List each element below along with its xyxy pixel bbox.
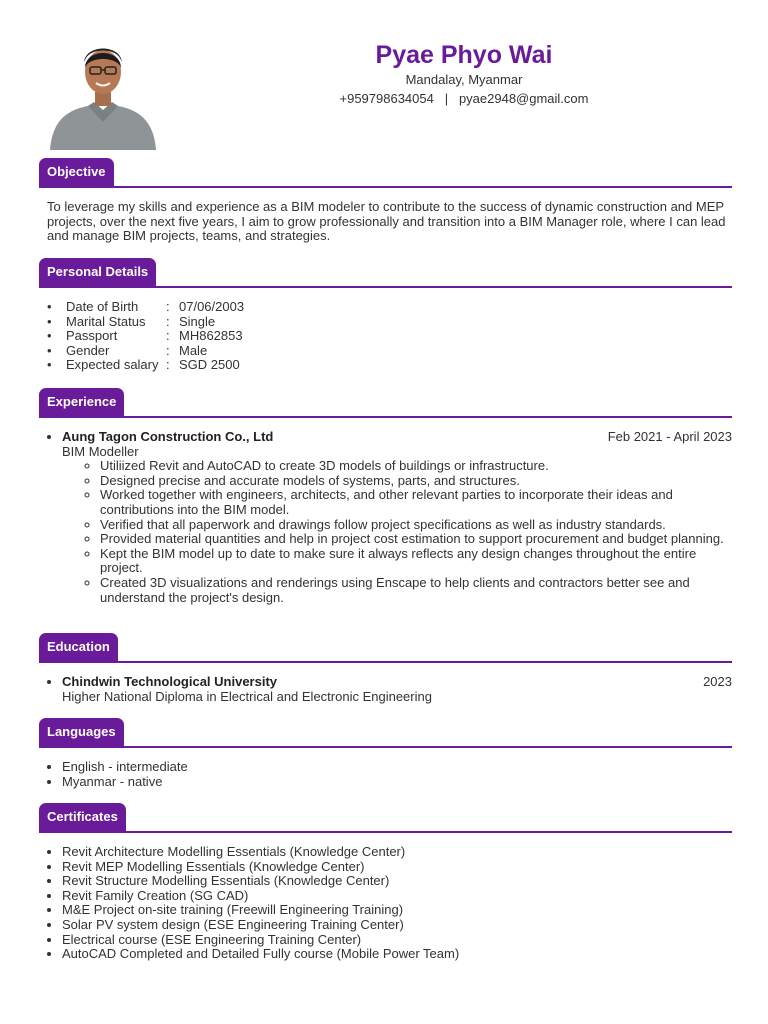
education-body [39,675,732,704]
experience-body [39,430,732,605]
detail-value: SGD 2500 [179,357,240,373]
email: pyae2948@gmail.com [458,91,589,106]
languages-header [39,718,732,748]
section-divider [39,286,732,288]
list-item: ◦ Verified that all paperwork and drawings follow project specifications as well as industry standards. [100,518,732,533]
education-section [39,633,732,704]
detail-colon: : [166,299,170,314]
person-photo-icon [48,38,158,150]
section-title: Experience [39,388,124,418]
detail-value: 07/06/2003 [179,299,245,314]
section-title: Languages [39,718,124,748]
section-title: Objective [39,158,114,188]
detail-label: Expected salary [66,357,159,373]
graduation-year: 2023 [703,674,732,689]
list-item: • Myanmar - native [62,775,732,790]
degree: Higher National Diploma in Electrical and Electronic Engineering [62,688,432,704]
company-name: • Aung Tagon Construction Co., Ltd [62,429,274,444]
languages-section [39,718,732,789]
list-item: ◦ Provided material quantities and help in project cost estimation to support procurement and budget planning. [100,532,732,547]
list-item: • Electrical course (ESE Engineering Training Center) [62,933,732,948]
detail-colon: : [166,342,170,358]
detail-label: Marital Status [66,313,146,329]
list-item: • Revit Structure Modelling Essentials (Knowledge Center) [62,874,732,889]
section-title: Education [39,633,118,663]
detail-value: Male [179,342,208,358]
list-item: • Revit MEP Modelling Essentials (Knowledge Center) [62,860,732,875]
education-header [39,633,732,663]
section-title: Certificates [39,803,126,833]
list-item: • Solar PV system design (ESE Engineering Training Center) [62,918,732,933]
section-divider [39,416,732,418]
list-item [47,300,732,315]
personal-details-list [39,300,732,373]
list-item [47,344,732,359]
list-item: ◦ Created 3D visualizations and renderings using Enscape to help clients and contractors better see and understand the project's design. [100,576,732,605]
detail-colon: : [166,313,170,329]
certificates-section [39,803,732,962]
list-item: ◦ Kept the BIM model up to date to make sure it always reflects any design changes throughout the entire project. [100,547,732,576]
detail-label: Date of Birth [66,299,139,314]
detail-value: Single [179,313,216,329]
detail-label: Passport [66,328,118,344]
personal-details-header [39,258,732,288]
objective-text: To leverage my skills and experience as a BIM modeler to contribute to the success of dynamic construction and MEP projects, over the next five years, I aim to grow professionally and transition into a BIM Manager role, where I can lead and manage BIM projects, teams, and strategies. [47,199,726,244]
experience-section [39,388,732,605]
languages-list [39,760,732,789]
contact-line [160,89,768,108]
certificates-list [39,845,732,962]
list-item: ◦ Worked together with engineers, architects, and other relevant parties to incorporate their ideas and contributions into the BIM model. [100,488,732,517]
list-item [47,329,732,344]
objective-section [39,158,732,244]
job-entry [62,430,732,605]
location: Mandalay, Myanmar [405,72,523,87]
personal-details-section [39,258,732,373]
contact-separator: | [444,91,449,106]
job-role: BIM Modeller [62,443,139,459]
job-dates: Feb 2021 - April 2023 [607,429,732,444]
education-entry [62,675,732,704]
header [160,40,768,108]
list-item: • English - intermediate [62,760,732,775]
section-divider [39,186,732,188]
section-divider [39,746,732,748]
list-item: • Revit Architecture Modelling Essentials (Knowledge Center) [62,845,732,860]
school-name: • Chindwin Technological University [62,674,278,689]
experience-header [39,388,732,418]
list-item: • M&E Project on-site training (Freewill Engineering Training) [62,903,732,918]
phone: +959798634054 [339,91,434,106]
list-item [47,315,732,330]
certificates-header [39,803,732,833]
profile-photo [48,38,158,150]
section-divider [39,831,732,833]
list-item: • Revit Family Creation (SG CAD) [62,889,732,904]
detail-colon: : [166,357,170,373]
list-item [47,358,732,373]
section-title: Personal Details [39,258,156,288]
detail-colon: : [166,328,170,344]
detail-label: Gender [66,342,110,358]
objective-header [39,158,732,188]
candidate-name: Pyae Phyo Wai [375,41,553,69]
list-item: ◦ Designed precise and accurate models of systems, parts, and structures. [100,474,732,489]
list-item: ◦ Utiliized Revit and AutoCAD to create 3D models of buildings or infrastructure. [100,459,732,474]
section-divider [39,661,732,663]
detail-value: MH862853 [179,328,243,344]
list-item: • AutoCAD Completed and Detailed Fully course (Mobile Power Team) [62,947,732,962]
